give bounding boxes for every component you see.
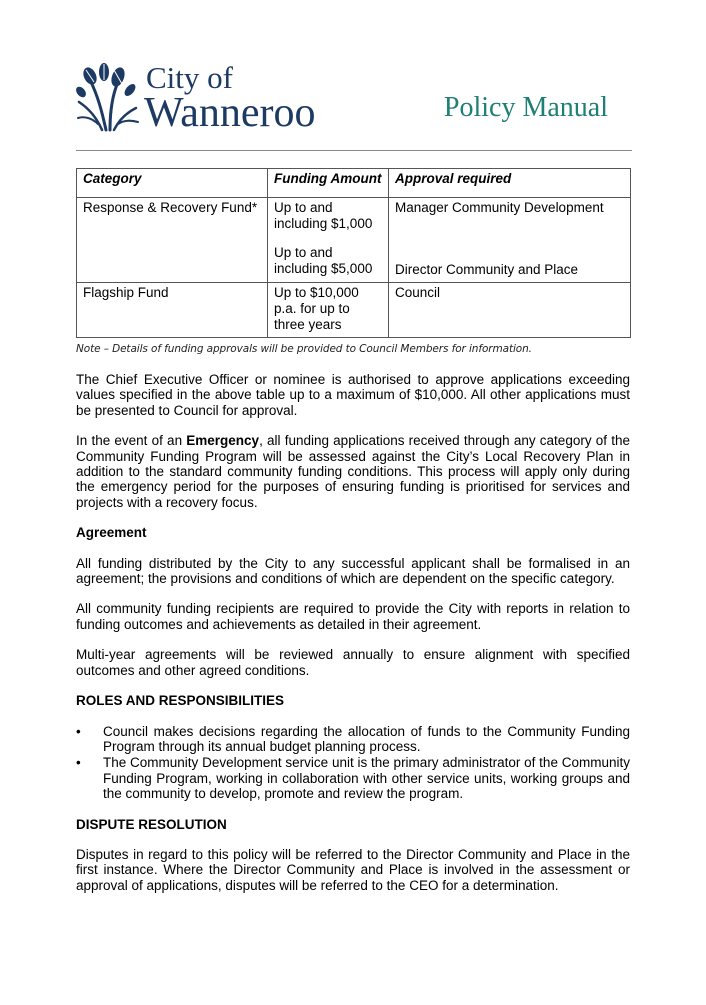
amount-text-1: Up to and including $1,000 — [274, 200, 373, 231]
logo-wanneroo: Wanneroo — [144, 90, 316, 136]
column-header-funding-amount: Funding Amount — [268, 169, 389, 198]
list-item-text: Council makes decisions regarding the allocation of funds to the Community Funding Program through its annual budget planning process. — [103, 723, 630, 754]
amount-text-2: Up to and including $5,000 — [274, 245, 373, 276]
emergency-bold: Emergency — [186, 433, 260, 449]
table-row — [77, 198, 631, 283]
column-header-category: Category — [77, 169, 268, 198]
list-item — [76, 724, 630, 755]
approval-text-2: Director Community and Place — [395, 262, 579, 277]
table-row — [77, 283, 631, 338]
dispute-heading: DISPUTE RESOLUTION — [76, 816, 227, 832]
list-item-text: The Community Development service unit is the primary administrator of the Community Funding Program, working in collaboration with other service units, working groups and the community to develop, promote and review the program. — [103, 755, 630, 802]
roles-list — [76, 724, 630, 802]
emergency-rest: , all funding applications received through any category of the Community Funding Program will be assessed against the City’s Local Recovery Plan in addition to the standard community funding conditions. This process will apply only during the emergency period for the purposes of ensuring funding is prioritised for services and projects with a recovery focus. — [76, 433, 630, 510]
logo-city-of: City of — [146, 60, 233, 95]
roles-heading: ROLES AND RESPONSIBILITIES — [76, 693, 285, 709]
ceo-authorisation-paragraph: The Chief Executive Officer or nominee is authorised to approve applications exceeding values specified in the above table up to a maximum of $10,000. All other applications must be presented to Council for approval. — [76, 372, 630, 418]
bullet-icon: • — [76, 723, 81, 739]
emergency-prefix: In the event of an — [76, 433, 187, 449]
cell-funding-amount — [268, 283, 389, 338]
cell-approval-required — [389, 283, 631, 338]
category-text: Flagship Fund — [83, 285, 169, 300]
agreement-paragraph-1: All funding distributed by the City to any successful applicant shall be formalised in an agreement; the provisions and conditions of which are dependent on the specific category. — [76, 555, 630, 587]
agreement-paragraph-3: Multi-year agreements will be reviewed annually to ensure alignment with specified outcomes and other agreed conditions. — [76, 647, 630, 678]
agreement-heading: Agreement — [76, 525, 147, 541]
policy-body — [76, 372, 630, 908]
amount-text-1: Up to $10,000 p.a. for up to three years — [274, 285, 359, 332]
category-text: Response & Recovery Fund* — [83, 200, 258, 215]
cell-category — [77, 283, 268, 338]
approval-text-1: Manager Community Development — [395, 200, 604, 215]
cell-funding-amount — [268, 198, 389, 283]
table-note: Note – Details of funding approvals will be provided to Council Members for information. — [76, 343, 532, 355]
table-header-row — [77, 169, 631, 198]
cell-category — [77, 198, 268, 283]
page-title: Policy Manual — [443, 92, 608, 123]
cell-approval-required — [389, 198, 631, 283]
emergency-paragraph — [76, 433, 630, 510]
city-of-wanneroo-logo — [76, 60, 326, 136]
funding-approval-table — [76, 168, 631, 338]
approval-text-1: Council — [395, 285, 441, 300]
list-item — [76, 755, 630, 801]
dispute-paragraph: Disputes in regard to this policy will be referred to the Director Community and Place in the first instance. Where the Director Community and Place is involved in the assessment or approval of applications, disputes will be referred to the CEO for a determination. — [76, 846, 630, 893]
banksia-logo-icon — [76, 62, 140, 132]
header-divider — [76, 150, 632, 151]
agreement-paragraph-2: All community funding recipients are required to provide the City with reports in relation to funding outcomes and achievements as detailed in their agreement. — [76, 601, 630, 632]
column-header-approval-required: Approval required — [389, 169, 631, 198]
bullet-icon: • — [76, 755, 81, 771]
